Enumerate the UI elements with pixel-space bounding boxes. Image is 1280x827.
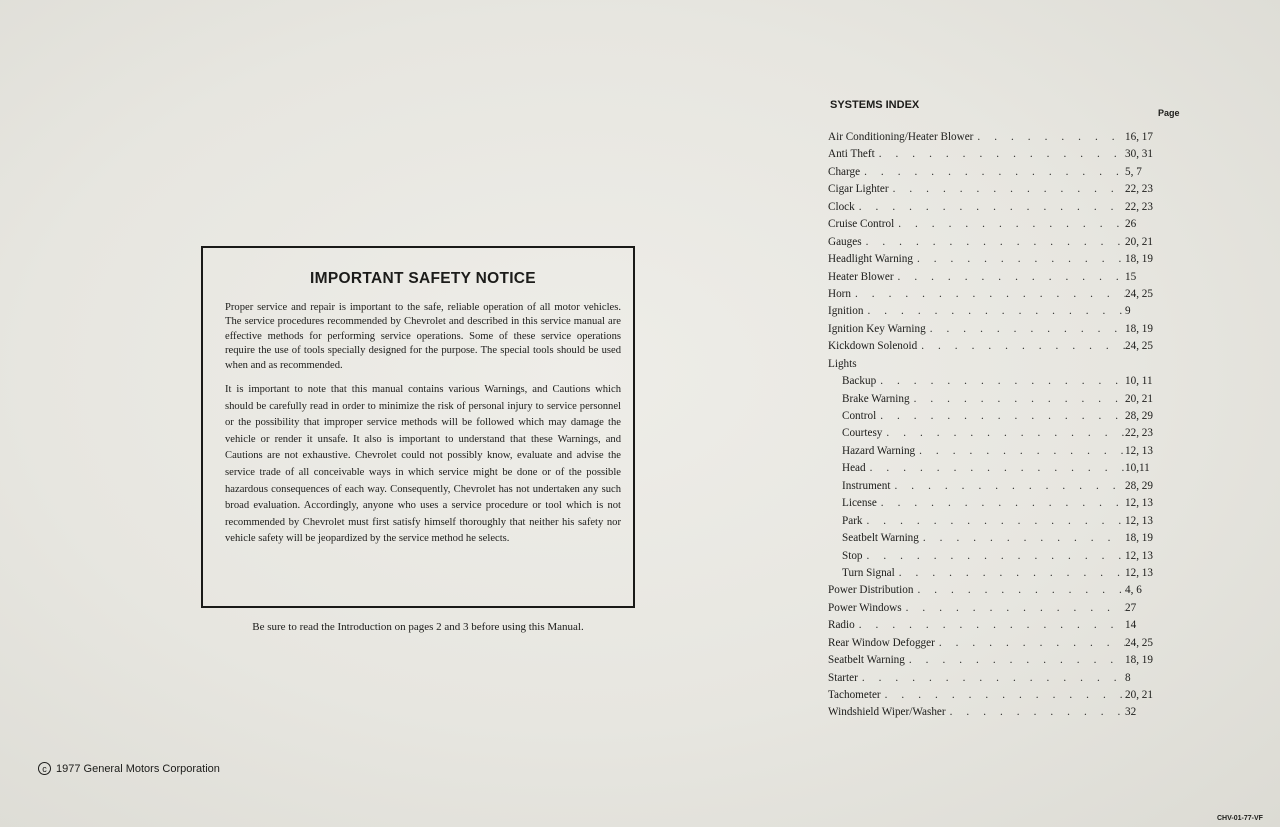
index-entry-label: Charge	[828, 165, 861, 178]
index-entry-pages: 30, 31	[1125, 148, 1153, 161]
index-entry-pages: 18, 19	[1125, 654, 1153, 667]
dot-leader	[919, 532, 1125, 544]
index-entry-pages: 18, 19	[1125, 253, 1153, 266]
dot-leader	[860, 166, 1125, 178]
dot-leader	[913, 584, 1125, 596]
index-entry-pages: 26	[1125, 218, 1137, 231]
copyright-icon: c	[38, 762, 51, 775]
index-entry	[828, 532, 1161, 549]
index-entry-pages: 12, 13	[1125, 514, 1153, 527]
index-entry-label: Ignition Key Warning	[828, 322, 926, 335]
index-entry-label: Starter	[828, 671, 858, 684]
index-entry	[828, 462, 1161, 479]
index-entry-label: Tachometer	[828, 689, 881, 701]
index-entry-label: Air Conditioning/Heater Blower	[828, 131, 974, 143]
index-entry-pages: 15	[1125, 270, 1137, 283]
index-entry	[828, 201, 1161, 218]
index-entry-label: Windshield Wiper/Washer	[828, 706, 946, 719]
index-entry-label: Hazard Warning	[842, 444, 916, 457]
safety-notice-box	[201, 246, 635, 608]
index-entry	[828, 602, 1161, 619]
index-entry-label: Anti Theft	[828, 148, 875, 161]
copyright-text: 1977 General Motors Corporation	[56, 762, 220, 775]
page-column-header: Page	[1158, 108, 1180, 118]
index-entry-label: Stop	[842, 549, 863, 562]
dot-leader	[866, 462, 1125, 474]
index-entry-pages: 4, 6	[1125, 584, 1142, 597]
systems-index-title: SYSTEMS INDEX	[830, 99, 920, 111]
index-entry	[828, 410, 1161, 427]
dot-leader	[855, 619, 1125, 631]
index-entry-pages: 12, 13	[1125, 497, 1153, 510]
index-entry-label: Backup	[842, 375, 877, 388]
index-entry-pages: 22, 23	[1125, 183, 1153, 196]
index-entry-pages: 18, 19	[1125, 532, 1153, 545]
dot-leader	[863, 515, 1125, 527]
index-entry	[828, 515, 1161, 532]
safety-notice-title: IMPORTANT SAFETY NOTICE	[310, 270, 536, 287]
index-entry	[828, 305, 1161, 322]
index-entry-label: Kickdown Solenoid	[828, 340, 918, 353]
dot-leader	[875, 148, 1125, 160]
index-entry-label: License	[842, 497, 877, 510]
index-entry	[828, 131, 1161, 148]
dot-leader	[862, 236, 1125, 248]
index-entry-label: Rear Window Defogger	[828, 636, 935, 649]
index-entry-pages: 10,11	[1125, 462, 1150, 475]
systems-index-list	[828, 131, 1161, 724]
index-entry-pages: 12, 13	[1125, 444, 1153, 457]
index-entry-label: Turn Signal	[842, 566, 895, 579]
index-entry-pages: 20, 21	[1125, 235, 1153, 248]
index-entry-pages: 5, 7	[1125, 165, 1142, 178]
index-entry-pages: 22, 23	[1125, 427, 1153, 440]
copyright-line	[38, 762, 220, 775]
introduction-footnote: Be sure to read the Introduction on pages 2 and 3 before using this Manual.	[252, 621, 584, 633]
dot-leader	[877, 497, 1125, 509]
index-entry	[828, 288, 1161, 305]
index-entry-pages: 12, 13	[1125, 549, 1153, 562]
index-entry	[828, 427, 1161, 444]
index-entry	[828, 706, 1161, 723]
index-entry-label: Headlight Warning	[828, 253, 913, 266]
dot-leader	[973, 131, 1125, 143]
dot-leader	[894, 271, 1125, 283]
index-entry-pages: 12, 13	[1125, 566, 1153, 579]
index-entry-label: Brake Warning	[842, 392, 910, 405]
index-entry-label: Cruise Control	[828, 218, 895, 231]
index-entry-label: Seatbelt Warning	[842, 532, 919, 545]
document-code: CHV-01-77-VF	[1217, 815, 1263, 822]
index-entry-pages: 22, 23	[1125, 200, 1153, 213]
index-entry	[828, 340, 1161, 357]
index-entry-pages: 8	[1125, 671, 1131, 684]
index-entry-label: Gauges	[828, 235, 862, 248]
index-entry-pages: 27	[1125, 601, 1137, 614]
dot-leader	[858, 672, 1125, 684]
dot-leader	[863, 550, 1125, 562]
index-entry-pages: 18, 19	[1125, 322, 1153, 335]
index-entry	[828, 445, 1161, 462]
index-entry-label: Heater Blower	[828, 270, 894, 283]
index-entry-label: Instrument	[842, 479, 891, 492]
index-entry-label: Horn	[828, 287, 851, 300]
index-entry-pages: 28, 29	[1125, 479, 1153, 492]
index-entry	[828, 654, 1161, 671]
index-entry	[828, 218, 1161, 235]
index-entry-pages: 20, 21	[1125, 392, 1153, 405]
dot-leader	[881, 689, 1125, 701]
index-entry-label: Power Windows	[828, 601, 902, 614]
index-entry-pages: 14	[1125, 619, 1137, 632]
dot-leader	[863, 305, 1125, 317]
index-entry-pages: 10, 11	[1125, 375, 1153, 388]
index-entry	[828, 253, 1161, 270]
index-entry	[828, 183, 1161, 200]
dot-leader	[902, 602, 1125, 614]
index-entry	[828, 550, 1161, 567]
dot-leader	[851, 288, 1125, 300]
index-entry-label: Courtesy	[842, 427, 883, 440]
index-entry-label: Park	[842, 514, 863, 527]
dot-leader	[905, 654, 1125, 666]
index-entry-label: Radio	[828, 619, 855, 632]
dot-leader	[895, 567, 1125, 579]
index-entry-label: Power Distribution	[828, 584, 914, 597]
dot-leader	[882, 427, 1125, 439]
index-entry	[828, 358, 1161, 375]
index-entry-label: Control	[842, 410, 877, 422]
index-entry-label: Clock	[828, 200, 855, 213]
index-entry	[828, 271, 1161, 288]
index-entry	[828, 480, 1161, 497]
dot-leader	[915, 445, 1125, 457]
index-entry	[828, 393, 1161, 410]
dot-leader	[946, 706, 1125, 718]
index-entry-label: Cigar Lighter	[828, 183, 889, 196]
dot-leader	[935, 637, 1125, 649]
index-entry	[828, 672, 1161, 689]
index-entry-label: Seatbelt Warning	[828, 654, 905, 667]
index-entry	[828, 689, 1161, 706]
index-entry-label: Head	[842, 462, 866, 475]
dot-leader	[890, 480, 1125, 492]
dot-leader	[889, 183, 1125, 195]
index-entry	[828, 166, 1161, 183]
index-entry	[828, 148, 1161, 165]
index-entry	[828, 236, 1161, 253]
index-entry-pages: 24, 25	[1125, 340, 1153, 353]
dot-leader	[917, 340, 1125, 352]
index-entry-pages: 28, 29	[1125, 410, 1153, 422]
index-entry-label: Lights	[828, 357, 857, 370]
index-entry	[828, 567, 1161, 584]
dot-leader	[876, 375, 1125, 387]
index-entry-pages: 16, 17	[1125, 131, 1153, 143]
dot-leader	[926, 323, 1125, 335]
dot-leader	[910, 393, 1125, 405]
index-entry	[828, 497, 1161, 514]
index-entry-label: Ignition	[828, 305, 864, 318]
index-entry-pages: 24, 25	[1125, 287, 1153, 300]
index-entry	[828, 584, 1161, 601]
dot-leader	[894, 218, 1125, 230]
dot-leader	[876, 410, 1125, 422]
index-entry	[828, 637, 1161, 654]
safety-notice-paragraph: It is important to note that this manual contains various Warnings, and Cautions which should be carefully read in order to minimize the risk of personal injury to service personnel or the possibility that improper service methods will be followed which may damage the vehicle or render it unsafe. It also is important to understand that these Warnings, and Cautions are not exhaustive. Chevrolet could not possibly know, evaluate and advise the service trade of all conceivable ways in which service might be done or of the possible hazardous consequences of each way. Consequently, Chevrolet has not undertaken any such broad evaluation. Accordingly, anyone who uses a service procedure or tool which is not recommended by Chevrolet must first satisfy himself thoroughly that neither his safety nor vehicle safety will be jeopardized by the service method he selects.	[225, 384, 621, 545]
safety-notice-paragraph: Proper service and repair is important to the safe, reliable operation of all motor vehicles. The service procedures recommended by Chevrolet and described in this service manual are effective methods for performing service operations. Some of these service operations require the use of tools specially designed for the purpose. The special tools should be used when and as recommended.	[225, 302, 621, 371]
index-entry	[828, 323, 1161, 340]
index-entry	[828, 375, 1161, 392]
dot-leader	[913, 253, 1125, 265]
dot-leader	[855, 201, 1125, 213]
index-entry	[828, 619, 1161, 636]
index-entry-pages: 9	[1125, 305, 1131, 318]
index-entry-pages: 32	[1125, 706, 1137, 719]
index-entry-pages: 20, 21	[1125, 689, 1153, 701]
index-entry-pages: 24, 25	[1125, 636, 1153, 649]
